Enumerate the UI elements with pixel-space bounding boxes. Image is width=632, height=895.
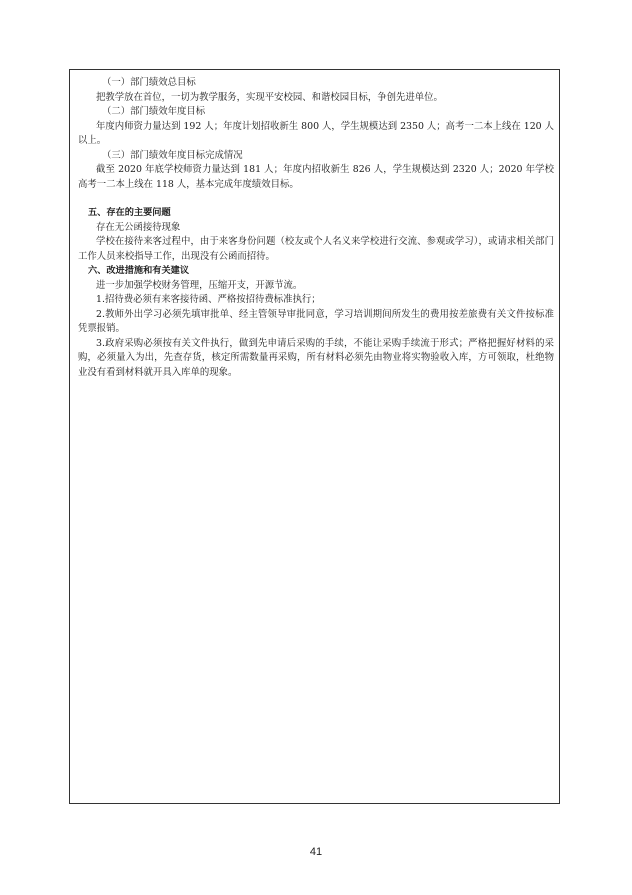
page-number: 41 — [309, 846, 323, 858]
section-body-annual-goal: 年度内师资力量达到 192 人；年度计划招收新生 800 人，学生规模达到 2350 人；高考一二本上线在 120 人以上。 — [78, 120, 554, 146]
improvement-item-2: 2.教师外出学习必须先填审批单、经主管领导审批同意，学习培训期间所发生的费用按差旅费有关文件按标准凭票报销。 — [78, 308, 554, 334]
section-title-performance-goal: （一）部门绩效总目标 — [102, 77, 196, 88]
section-title-annual-goal: （二）部门绩效年度目标 — [102, 106, 206, 117]
problem-title: 存在无公函接待现象 — [96, 221, 181, 233]
section-body-completion: 截至 2020 年底学校师资力量达到 181 人；年度内招收新生 826 人，学生规模达到 2320 人；2020 年学校高考一二本上线在 118 人，基本完成年度绩效目标。 — [78, 164, 554, 190]
section-title-completion: （三）部门绩效年度目标完成情况 — [102, 149, 243, 161]
improvement-item-3: 3.政府采购必须按有关文件执行，做到先申请后采购的手续，不能让采购手续流于形式；严格把握好材料的采购，必须量入为出，先查存货，核定所需数量再采购，所有材料必须先由物业将实物验收入库，方可领取，杜绝物业没有看到材料就开具入库单的现象。 — [78, 337, 554, 378]
spacer — [78, 192, 554, 206]
improvement-item-1: 1.招待费必须有来客接待函、严格按招待费标准执行； — [96, 294, 321, 305]
improvement-intro: 进一步加强学校财务管理，压缩开支，开源节流。 — [96, 279, 303, 291]
problem-body: 学校在接待来客过程中，由于来客身份问题（校友或个人名义来学校进行交流、参观或学习），或请求相关部门工作人员来校指导工作，出现没有公函而招待。 — [78, 236, 554, 262]
heading-main-problems: 五、存在的主要问题 — [88, 207, 171, 218]
section-body-performance-goal: 把教学放在首位，一切为教学服务，实现平安校园、和谐校园目标，争创先进单位。 — [96, 91, 443, 103]
heading-improvements: 六、改进措施和有关建议 — [88, 265, 190, 276]
document-body — [78, 76, 554, 380]
